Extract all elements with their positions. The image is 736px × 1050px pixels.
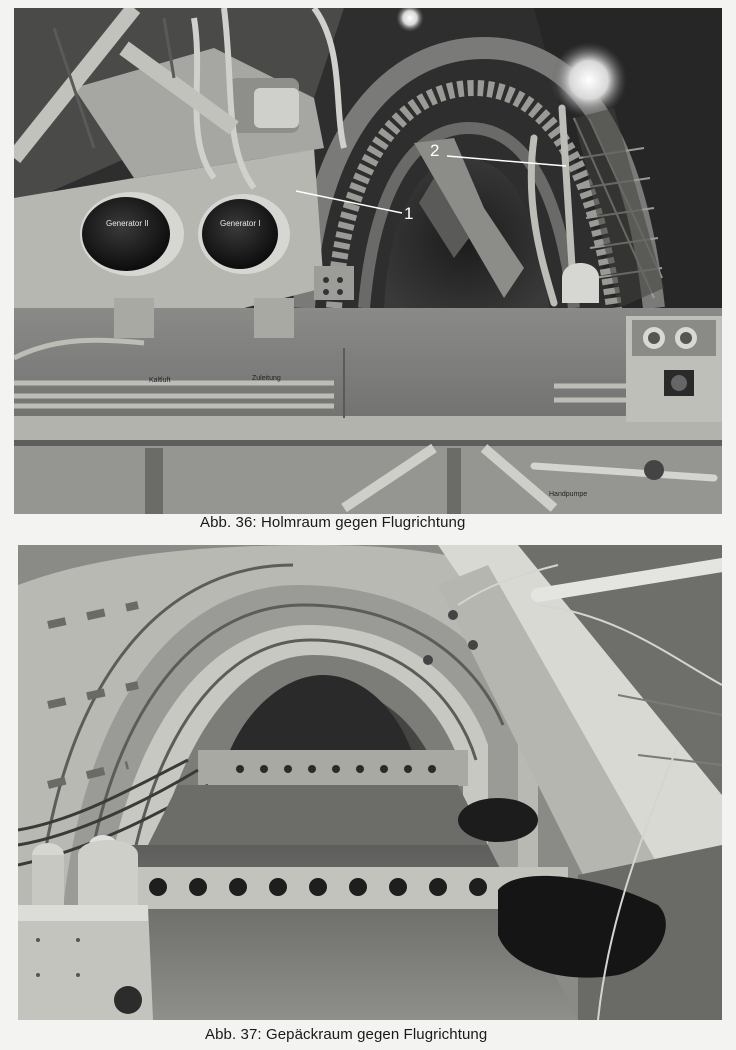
gauge-label-generator-i: Generator I <box>220 219 261 228</box>
photo-gepaeckraum-drawing <box>18 545 722 1020</box>
gauge-label-generator-ii: Generator II <box>106 219 149 228</box>
stencil-zuleitung: Zuleitung <box>252 375 281 382</box>
photo-holmraum <box>14 8 722 514</box>
callout-number-1: 1 <box>404 204 414 223</box>
generator-gauge-right <box>198 194 290 274</box>
callout-number-2: 2 <box>430 141 440 160</box>
photo-holmraum-drawing <box>14 8 722 514</box>
caption-figure-36: Abb. 36: Holmraum gegen Flugrichtung <box>200 514 466 531</box>
caption-figure-37: Abb. 37: Gepäckraum gegen Flugrichtung <box>205 1026 488 1043</box>
photo-gepaeckraum <box>18 545 722 1020</box>
generator-gauge-left <box>80 192 184 276</box>
stencil-handpumpe: Handpumpe <box>549 491 588 498</box>
stencil-kaltluft: Kaltluft <box>149 377 171 384</box>
